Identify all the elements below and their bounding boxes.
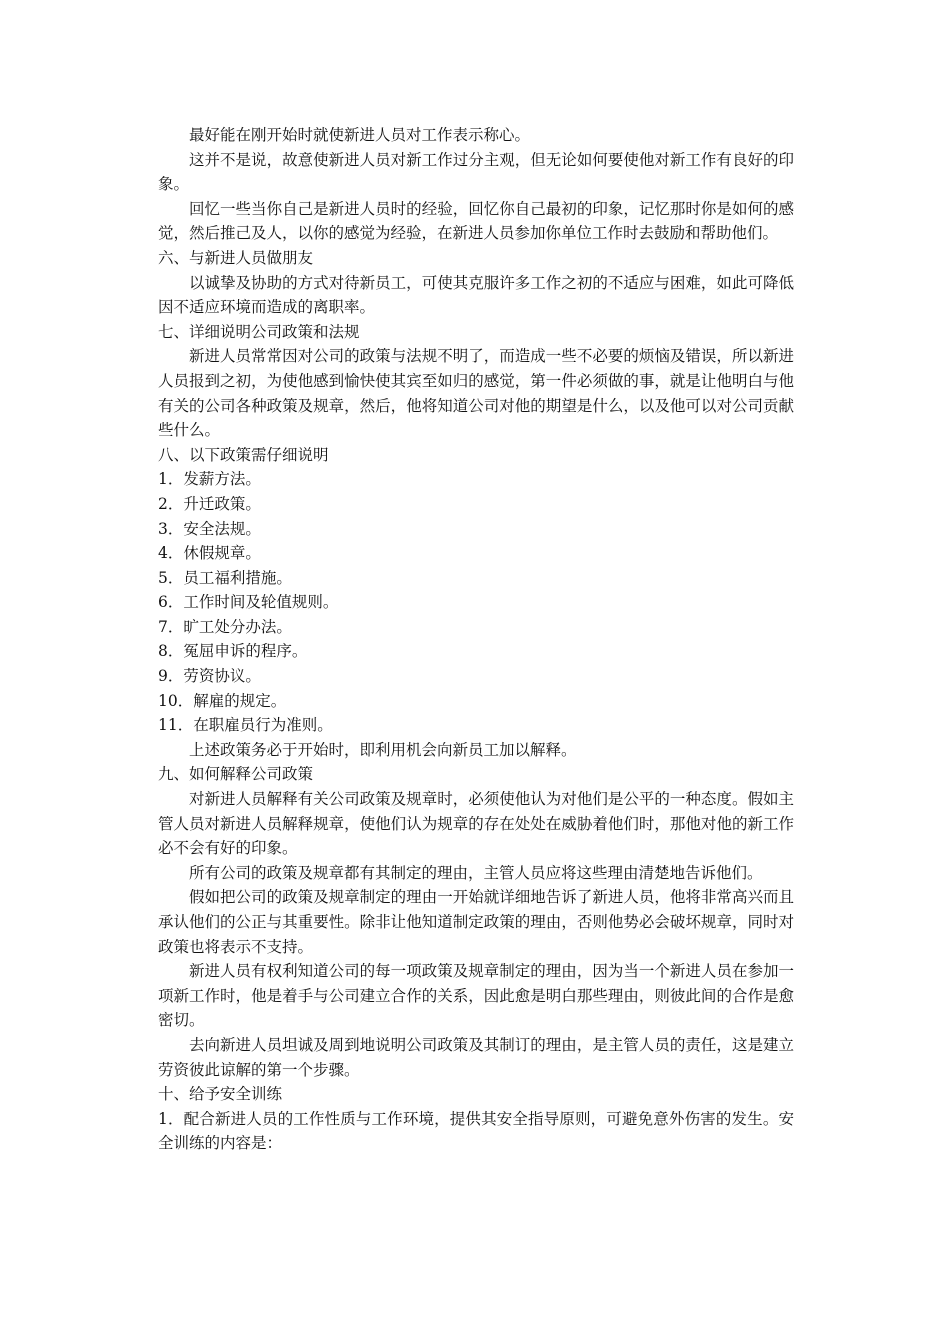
- list-item: 1．发薪方法。: [158, 470, 261, 489]
- paragraph: 最好能在刚开始时就使新进人员对工作表示称心。: [189, 126, 531, 144]
- section-heading: 七、详细说明公司政策和法规: [158, 322, 360, 341]
- section-heading: 六、与新进人员做朋友: [158, 248, 314, 267]
- paragraph: 以诚挚及协助的方式对待新员工，可使其克服许多工作之初的不适应与困难，如此可降低因不适应环境而造成的离职率。: [158, 273, 794, 317]
- list-item: 10．解雇的规定。: [158, 691, 287, 710]
- section-heading: 八、以下政策需仔细说明: [158, 445, 329, 464]
- paragraph: 所有公司的政策及规章都有其制定的理由，主管人员应将这些理由清楚地告诉他们。: [189, 863, 763, 882]
- list-item: 7．旷工处分办法。: [158, 617, 292, 636]
- list-item: 5．员工福利措施。: [158, 568, 292, 587]
- paragraph: 这并不是说，故意使新进人员对新工作过分主观，但无论如何要使他对新工作有良好的印象。: [158, 150, 794, 194]
- list-item: 3．安全法规。: [158, 519, 261, 538]
- section-heading: 十、给予安全训练: [158, 1085, 283, 1104]
- paragraph: 1．配合新进人员的工作性质与工作环境，提供其安全指导原则，可避免意外伤害的发生。安全训练的内容是：: [158, 1109, 794, 1153]
- list-item: 8．冤屈申诉的程序。: [158, 642, 308, 661]
- paragraph: 上述政策务必于开始时，即利用机会向新员工加以解释。: [189, 740, 577, 759]
- list-item: 6．工作时间及轮值规则。: [158, 593, 339, 612]
- paragraph: 对新进人员解释有关公司政策及规章时，必须使他认为对他们是公平的一种态度。假如主管人员对新进人员解释规章，使他们认为规章的存在处处在威胁着他们时，那他对他的新工作必不会有好的印象。: [158, 790, 794, 858]
- paragraph: 假如把公司的政策及规章制定的理由一开始就详细地告诉了新进人员，他将非常高兴而且承认他们的公正与其重要性。除非让他知道制定政策的理由，否则他势必会破坏规章，同时对政策也将表示不支持。: [158, 888, 794, 956]
- list-item: 4．休假规章。: [158, 544, 261, 563]
- list-item: 11．在职雇员行为准则。: [158, 716, 333, 735]
- paragraph: 去向新进人员坦诚及周到地说明公司政策及其制订的理由，是主管人员的责任，这是建立劳资彼此谅解的第一个步骤。: [158, 1035, 794, 1079]
- paragraph: 新进人员常常因对公司的政策与法规不明了，而造成一些不必要的烦恼及错误，所以新进人员报到之初，为使他感到愉快使其宾至如归的感觉，第一件必须做的事，就是让他明白与他有关的公司各种政策及规章，然后，他将知道公司对他的期望是什么，以及他可以对公司贡献些什么。: [158, 347, 794, 440]
- document-page: [158, 123, 794, 1156]
- paragraph: 新进人员有权利知道公司的每一项政策及规章制定的理由，因为当一个新进人员在参加一项新工作时，他是着手与公司建立合作的关系，因此愈是明白那些理由，则彼此间的合作是愈密切。: [158, 962, 794, 1030]
- list-item: 2．升迁政策。: [158, 494, 261, 513]
- section-heading: 九、如何解释公司政策: [158, 765, 314, 784]
- paragraph: 回忆一些当你自己是新进人员时的经验，回忆你自己最初的印象，记忆那时你是如何的感觉，然后推己及人，以你的感觉为经验，在新进人员参加你单位工作时去鼓励和帮助他们。: [158, 199, 794, 243]
- list-item: 9．劳资协议。: [158, 667, 261, 686]
